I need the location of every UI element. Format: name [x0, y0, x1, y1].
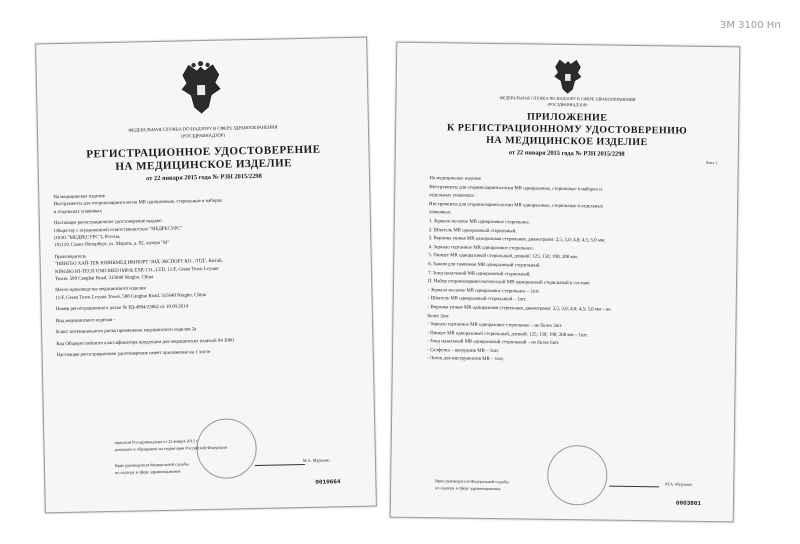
- body-line: 7. Зонд назальный MR одноразовый стерильный.: [428, 270, 531, 278]
- body-line: NINGBO HI-TECH UNICMED IMP.& EXP. CO., LTD, 11/F, Green Town Lvyuan: [54, 266, 219, 275]
- body-line: Инструменты для оториноларингологии MR одноразовые, стерильные в наборах: [53, 199, 223, 208]
- body-line: - Лоток для инструментов MR – 1шт.: [426, 356, 504, 363]
- body-line: Номер регистрационного досье № РД-4904/23662 от 10.09.2014: [55, 304, 189, 313]
- signer-position-1: Врио руководителя Федеральной службы: [435, 478, 510, 485]
- registration-certificate: [35, 37, 377, 514]
- body-line: Код Общероссийского классификатора продукции для медицинских изделий 94 3000: [56, 338, 234, 347]
- body-line: II. Набор оториноларингологический MR одноразовый стерильный в составе:: [427, 279, 591, 287]
- body-line: - Шпатель MR одноразовый стерильный – 1шт.: [427, 296, 527, 303]
- signature-line: [255, 464, 305, 466]
- agency-abbreviation: (РОСЗДРАВНАДЗОР): [181, 132, 225, 139]
- body-line: 2. Шпатель MR одноразовый стерильный.: [428, 227, 517, 234]
- body-line: 6. Зажим для тампонов MR одноразовый стерильный.: [428, 262, 541, 269]
- order-line-2: допущено к обращению на территории Российской Федерации: [114, 444, 227, 452]
- body-line: Производитель: [54, 254, 87, 261]
- body-line: Обществу с ограниченной ответственностью "МЕДРЕСУРС": [53, 226, 183, 234]
- body-line: 4. Зеркало гортанное MR одноразовое стерильное.: [428, 244, 534, 252]
- body-line: - Зеркало гортанное MR одноразовое стерильное – не более 2шт.: [427, 322, 563, 330]
- body-line: На медицинское изделие: [53, 194, 106, 201]
- body-line: - Воронка ушная MR одноразовая стерильная, диаметрами: 2,5; 3,0; 4,0; 4,5; 5,0 мм – не: [427, 304, 611, 313]
- body-line: 191119, Санкт-Петербург, ул. Марата, д. 82, литера "М": [54, 241, 170, 249]
- body-line: Класс потенциального риска применения медицинского изделия 2а: [56, 327, 197, 336]
- body-line: Настоящее регистрационное удостоверение выдано: [53, 219, 162, 227]
- body-line: 5. Пинцет MR одноразовый стерильный, длиной: 125; 150; 190; 200 мм.: [428, 253, 578, 261]
- body-line: Место производства медицинского изделия: [55, 286, 146, 294]
- body-line: - Зеркало носовое MR одноразовое стерильное – 1шт.: [427, 287, 540, 295]
- appendix-title: ПРИЛОЖЕНИЕ: [527, 111, 608, 124]
- signatory-name: М.А. Мурашко: [665, 481, 692, 487]
- body-line: Настоящее регистрационное удостоверение имеет приложение на 1 листе: [56, 350, 211, 359]
- signer-position-2: по надзору в сфере здравоохранения: [435, 485, 501, 492]
- form-serial-number: 0003801: [675, 499, 702, 507]
- body-line: и отдельных упаковках: [53, 208, 102, 215]
- body-line: Вид медицинского изделия -: [55, 317, 116, 324]
- certificate-body: [53, 188, 361, 360]
- body-line: Tower, 588 Canghai Road, 315040 Ningbo, China: [55, 275, 154, 283]
- document-title: РЕГИСТРАЦИОННОЕ УДОСТОВЕРЕНИЕ: [86, 143, 321, 161]
- official-seal: [547, 445, 608, 506]
- signature-line: [609, 486, 659, 488]
- body-line: 3. Воронка ушная MR одноразовая стерильная, диаметрами: 2,5; 3,0; 4,0; 4,5; 5,0 мм.: [428, 236, 606, 244]
- signer-position-2: по надзору в сфере здравоохранения: [115, 468, 181, 475]
- body-line: - Пинцет MR одноразовый стерильный, длиной: 125; 150; 190; 200 мм – 1шт.: [427, 330, 588, 339]
- body-line: более 2шт.: [427, 313, 450, 319]
- appendix-subtitle-2: НА МЕДИЦИНСКОЕ ИЗДЕЛИЕ: [486, 134, 648, 149]
- coat-of-arms-emblem: [552, 57, 585, 95]
- body-line: 1. Зеркало носовое MR одноразовое стерильное.: [428, 219, 530, 226]
- agency-name: ФЕДЕРАЛЬНАЯ СЛУЖБА ПО НАДЗОРУ В СФЕРЕ ЗДРАВООХРАНЕНИЯ: [499, 95, 636, 102]
- body-line: "НИНГБО ХАЙ-ТЕК ЮНИКМЕД ИМПОРТ ЭНД ЭКСПОРТ КО., ЛТД", Китай,: [54, 258, 223, 268]
- corner-handwriting: 3M 3100 Hп: [720, 20, 781, 31]
- sheet-number: Лист 1: [705, 159, 718, 166]
- body-line: Инструменты для оториноларингологии MR одноразовые, стерильные в отдельных: [429, 201, 604, 210]
- agency-abbreviation: (РОСЗДРАВНАДЗОР): [547, 101, 588, 108]
- issue-date-number: от 22 января 2015 года № РЗН 2015/2298: [508, 149, 625, 158]
- body-line: Инструменты для оториноларингологии MR одноразовые, стерильные в наборах и: [429, 184, 602, 193]
- order-line-1: приказом Росздравнадзора от 22 января 2015 г: [114, 438, 198, 445]
- body-line: - Салфетка – нагрудник MR – 1шт.: [426, 347, 500, 354]
- signatory-name: М.А. Мурашко: [302, 457, 330, 464]
- body-line: отдельных упаковках:: [429, 193, 475, 199]
- body-line: На медицинское изделие: [429, 176, 482, 182]
- document-subtitle: НА МЕДИЦИНСКОЕ ИЗДЕЛИЕ: [115, 157, 293, 173]
- coat-of-arms-emblem: [178, 61, 225, 116]
- appendix-subtitle: К РЕГИСТРАЦИОННОМУ УДОСТОВЕРЕНИЮ: [446, 122, 688, 137]
- form-serial-number: 0010664: [315, 478, 341, 486]
- body-line: 11/F, Green Town Lvyuan Tower, 588 Canghai Road, 315040 Ningbo, China: [55, 292, 206, 302]
- certificate-appendix: [390, 42, 741, 523]
- appendix-body: [427, 175, 726, 368]
- signer-position-1: Врио руководителя Федеральной службы: [114, 461, 189, 468]
- agency-name: ФЕДЕРАЛЬНАЯ СЛУЖБА ПО НАДЗОРУ В СФЕРЕ ЗДРАВООХРАНЕНИЯ: [128, 124, 278, 133]
- body-line: (ООО "МЕДРЕСУРС"), Россия,: [54, 234, 121, 242]
- body-line: - Зонд назальный MR одноразовый стерильный – не более 6шт.: [427, 339, 560, 347]
- body-line: упаковках:: [428, 210, 452, 216]
- issue-date-number: от 22 января 2015 года № РЗН 2015/2298: [146, 172, 262, 183]
